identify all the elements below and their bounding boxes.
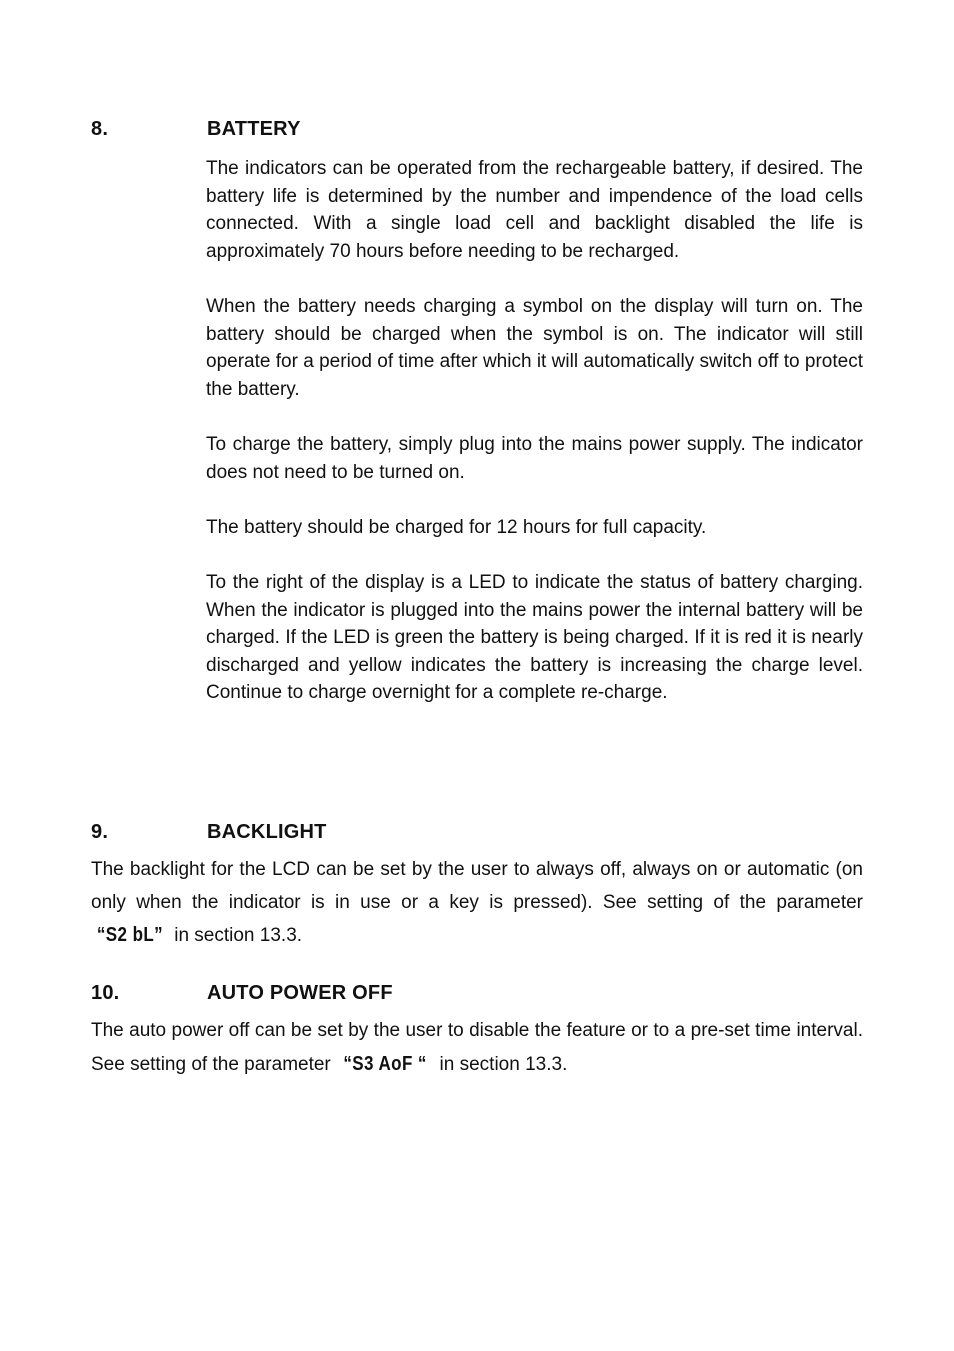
section-title: AUTO POWER OFF [207,982,393,1004]
paragraph: When the battery needs charging a symbol on the display will turn on. The battery should be charged when the symbol is on. The indicator will still operate for a period of time after which it will automatically switch off to protect the battery. [206,295,863,400]
paragraph: To the right of the display is a LED to indicate the status of battery charging. When the indicator is plugged into the mains power the internal battery will be charged. If the LED is green the battery is being charged. If it is red it is nearly discharged and yellow indicates the battery is increasing the charge level. Continue to charge overnight for a complete re-charge. [206,571,863,704]
battery-body [206,155,863,734]
paragraph-text: in section 13.3. [434,1053,568,1075]
section-title: BATTERY [207,118,301,140]
paragraph [91,1015,863,1081]
parameter-code: “S2 bL” [96,924,164,946]
paragraph: To charge the battery, simply plug into the mains power supply. The indicator does not need to be turned on. [206,433,863,483]
paragraph-text: in section 13.3. [168,925,303,946]
section-number: 8. [91,118,109,140]
paragraph: The battery should be charged for 12 hours for full capacity. [206,516,707,538]
section-number: 9. [91,821,109,843]
auto-power-off-body [91,1015,863,1081]
section-number: 10. [91,982,120,1004]
paragraph [91,854,863,953]
paragraph-text: The auto power off can be set by the user to disable the feature or to a pre-set time interval. See setting of the parameter [91,1020,863,1075]
parameter-code: “S3 AoF “ [343,1052,427,1075]
paragraph-text: The backlight for the LCD can be set by the user to always off, always on or automatic (on only when the indicator is in use or a key is pressed). See setting of the parameter [91,859,863,913]
paragraph: The indicators can be operated from the rechargeable battery, if desired. The battery life is determined by the number and impendence of the load cells connected. With a single load cell and backlight disabled the life is approximately 70 hours before needing to be recharged. [206,158,863,262]
section-title: BACKLIGHT [207,821,327,843]
backlight-body [91,854,863,953]
